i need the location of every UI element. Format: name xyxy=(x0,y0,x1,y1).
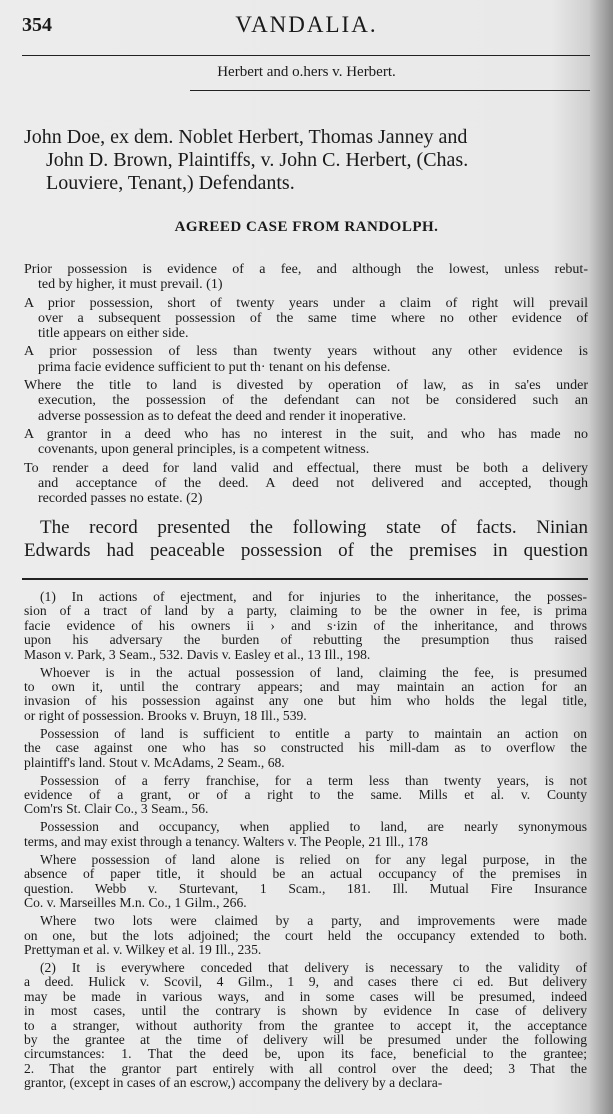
text-line: to own it, until the contrary appears; and may maintain an action for an xyxy=(24,679,587,695)
footnote-paragraph xyxy=(24,820,587,849)
text-line: may be made in various ways, and in some cases will be presumed, indeed xyxy=(24,988,587,1004)
headnote xyxy=(24,378,588,424)
text-line: terms, and may exist through a tenancy. Walters v. The People, 21 Ill., 178 xyxy=(24,833,428,849)
headnote xyxy=(24,296,588,342)
text-line: circumstances: 1. That the deed be, upon its face, beneficial to the grantee; xyxy=(24,1046,587,1062)
text-line: A prior possession of less than twenty years without any other evidence is xyxy=(24,344,588,360)
case-title-line: John Doe, ex dem. Noblet Herbert, Thomas Janney and xyxy=(24,126,468,148)
text-line: Possession of land is sufficient to entitle a party to maintain an action on xyxy=(40,725,587,741)
text-line: a deed. Hulick v. Scovil, 4 Gilm., 1 9, and cases there ci ed. But delivery xyxy=(24,974,587,990)
case-heading: AGREED CASE FROM RANDOLPH. xyxy=(174,219,439,235)
text-line: to a stranger, without authority from the grantee to accept it, the acceptance xyxy=(24,1017,587,1033)
text-line: question. Webb v. Sturtevant, 1 Scam., 181. Ill. Mutual Fire Insurance xyxy=(24,880,587,896)
running-title: VANDALIA. xyxy=(235,12,378,37)
text-line: or right of possession. Brooks v. Bruyn, 18 Ill., 539. xyxy=(24,707,307,723)
text-line: and acceptance of the deed. A deed not delivered and accepted, though xyxy=(38,475,588,491)
text-line: Com'rs St. Clair Co., 3 Seam., 56. xyxy=(24,801,209,817)
text-line: in most cases, until the contrary is shown by evidence In case of delivery xyxy=(24,1003,587,1019)
footnote-paragraph xyxy=(24,727,587,770)
case-title xyxy=(24,126,590,195)
text-line: Possession and occupancy, when applied to land, are nearly synonymous xyxy=(40,819,587,835)
footnote-paragraph xyxy=(24,961,587,1091)
text-line: plaintiff's land. Stout v. McAdams, 2 Seam., 68. xyxy=(24,754,285,770)
text-line: To render a deed for land valid and effectual, there must be both a delivery xyxy=(24,460,588,476)
headnote xyxy=(24,427,588,458)
text-line: facie evidence of his owners ii › and s·izin of the inheritance, and throws xyxy=(24,617,587,633)
text-line: Co. v. Marseilles M.n. Co., 1 Gilm., 266. xyxy=(24,895,247,911)
text-line: Prettyman et al. v. Wilkey et al. 19 Ill., 235. xyxy=(24,941,262,957)
text-line: adverse possession as to defeat the deed and render it inoperative. xyxy=(38,408,407,424)
text-line: by the grantee at the time of delivery will be presumed under the following xyxy=(24,1031,587,1047)
case-subheading: Herbert and o.hers v. Herbert. xyxy=(217,64,396,80)
text-line: covenants, upon general principles, is a competent witness. xyxy=(38,442,370,458)
text-line: upon his adversary the burden of rebutting the presumption thus raised xyxy=(24,632,587,648)
body-line: The record presented the following state of facts. Ninian xyxy=(40,517,588,538)
subheading-rule xyxy=(190,90,590,91)
text-line: Whoever is in the actual possession of land, claiming the fee, is presumed xyxy=(40,664,587,680)
text-line: A grantor in a deed who has no interest in the suit, and who has made no xyxy=(24,426,588,442)
headnotes xyxy=(24,262,588,509)
footnote-paragraph xyxy=(24,853,587,911)
text-line: execution, the possession of the defendant can not be considered such an xyxy=(38,393,588,409)
text-line: ted by higher, it must prevail. (1) xyxy=(38,277,223,293)
text-line: Mason v. Park, 3 Seam., 532. Davis v. Easley et al., 13 Ill., 198. xyxy=(24,646,371,662)
text-line: (1) In actions of ejectment, and for injuries to the inheritance, the posses- xyxy=(40,589,587,604)
footnotes xyxy=(24,590,587,1094)
footnote-rule xyxy=(22,578,588,580)
footnote-paragraph xyxy=(24,774,587,817)
text-line: title appears on either side. xyxy=(38,326,189,342)
case-title-line: John D. Brown, Plaintiffs, v. John C. Herbert, (Chas. xyxy=(46,149,469,171)
text-line: 2. That the grantor part entirely with all control over the deed; 3 That the xyxy=(24,1060,587,1076)
text-line: evidence of a grant, or of a right to the same. Mills et al. v. County xyxy=(24,787,587,803)
text-line: sion of a tract of land by a party, claiming to be the owner in fee, is prima xyxy=(24,603,587,619)
text-line: Where possession of land alone is relied on for any legal purpose, in the xyxy=(40,851,587,867)
text-line: the case against one who has so constructed his mill-dam as to overflow the xyxy=(24,740,587,756)
case-title-line: Louviere, Tenant,) Defendants. xyxy=(46,172,295,194)
text-line: Where the title to land is divested by operation of law, as in sa'es under xyxy=(24,378,588,394)
text-line: prima facie evidence sufficient to put th· tenant on his defense. xyxy=(38,359,391,375)
text-line: absence of paper title, it should be an actual occupancy of the premises in xyxy=(24,866,587,882)
text-line: (2) It is everywhere conceded that delivery is necessary to the validity of xyxy=(40,959,587,975)
footnote-paragraph xyxy=(24,666,587,724)
headnote xyxy=(24,461,588,507)
footnote-paragraph xyxy=(24,590,587,662)
text-line: recorded passes no estate. (2) xyxy=(38,491,203,507)
header-rule xyxy=(22,55,590,56)
text-line: over a subsequent possession of the same time where no other evidence of xyxy=(38,310,588,326)
text-line: A prior possession, short of twenty years under a claim of right will prevail xyxy=(24,295,588,311)
text-line: Possession of a ferry franchise, for a term less than twenty years, is not xyxy=(40,772,587,788)
footnote-paragraph xyxy=(24,914,587,957)
body-line: Edwards had peaceable possession of the premises in question xyxy=(24,540,588,561)
text-line: Where two lots were claimed by a party, and improvements were made xyxy=(40,913,587,929)
headnote xyxy=(24,344,588,375)
text-line: grantor, (except in cases of an escrow,) accompany the delivery by a declara- xyxy=(24,1075,443,1091)
headnote xyxy=(24,262,588,293)
text-line: Prior possession is evidence of a fee, and although the lowest, unless rebut- xyxy=(24,262,588,277)
body-text xyxy=(24,516,588,562)
text-line: invasion of his possession against any one but him who holds the legal title, xyxy=(24,693,587,709)
page-number: 354 xyxy=(22,14,52,36)
text-line: on one, but the lots adjoined; the court held the occupancy extended to both. xyxy=(24,927,587,943)
